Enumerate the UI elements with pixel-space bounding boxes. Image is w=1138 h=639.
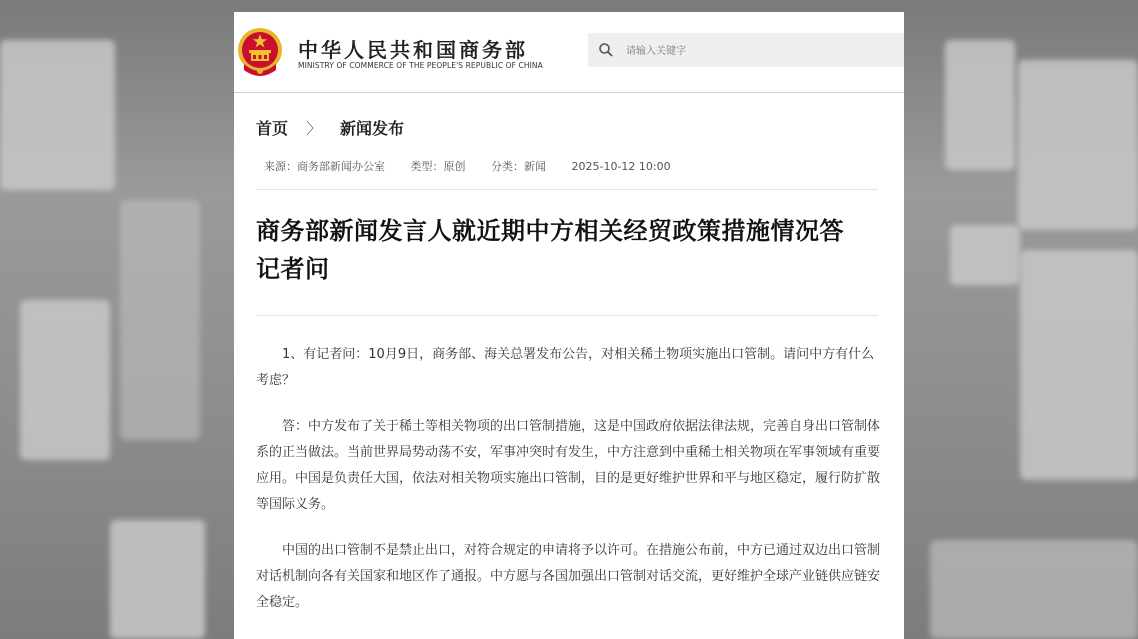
article-paragraph: 答：中方发布了关于稀土等相关物项的出口管制措施，这是中国政府依据法律法规，完善自身出口管制体系的正当做法。当前世界局势动荡不安，军事冲突时有发生，中方注意到中重稀土相关物项在军事领域有重要应用。中国是负责任大国，依法对相关物项实施出口管制，目的是更好维护世界和平与地区稳定，履行防扩散等国际义务。: [256, 419, 881, 512]
article-paragraph: 中国的出口管制不是禁止出口，对符合规定的申请将予以许可。在措施公布前，中方已通过双边出口管制对话机制向各有关国家和地区作了通报。中方愿与各国加强出口管制对话交流，更好维护全球产业链供应链安全稳定。: [256, 543, 881, 610]
site-name-cn[interactable]: 中华人民共和国商务部: [298, 38, 528, 62]
national-emblem-icon[interactable]: [236, 26, 284, 78]
breadcrumb: [256, 116, 404, 139]
breadcrumb-separator: 〉: [306, 119, 323, 138]
article-paragraph: 1、有记者问：10月9日，商务部、海关总署发布公告，对相关稀土物项实施出口管制。请问中方有什么考虑？: [256, 347, 875, 388]
article-page: [234, 12, 904, 639]
search-box[interactable]: [588, 33, 904, 67]
meta-category: 分类：新闻: [491, 160, 546, 173]
header-divider: [234, 92, 904, 93]
breadcrumb-current[interactable]: 新闻发布: [340, 119, 405, 138]
article-body: [256, 342, 882, 636]
search-icon[interactable]: [598, 42, 614, 58]
meta-type: 类型：原创: [410, 160, 466, 173]
meta-datetime: 2025-10-12 10:00: [571, 160, 671, 173]
meta-divider: [256, 189, 878, 190]
title-divider: [256, 315, 878, 316]
meta-source: 来源：商务部新闻办公室: [264, 160, 385, 173]
site-name-en: MINISTRY OF COMMERCE OF THE PEOPLE'S REPUBLIC OF CHINA: [298, 61, 543, 70]
article-title: 商务部新闻发言人就近期中方相关经贸政策措施情况答记者问: [256, 217, 844, 283]
search-input[interactable]: [624, 41, 888, 61]
article-meta: [264, 158, 693, 174]
site-header: [234, 12, 904, 92]
breadcrumb-home-link[interactable]: 首页: [256, 119, 289, 138]
